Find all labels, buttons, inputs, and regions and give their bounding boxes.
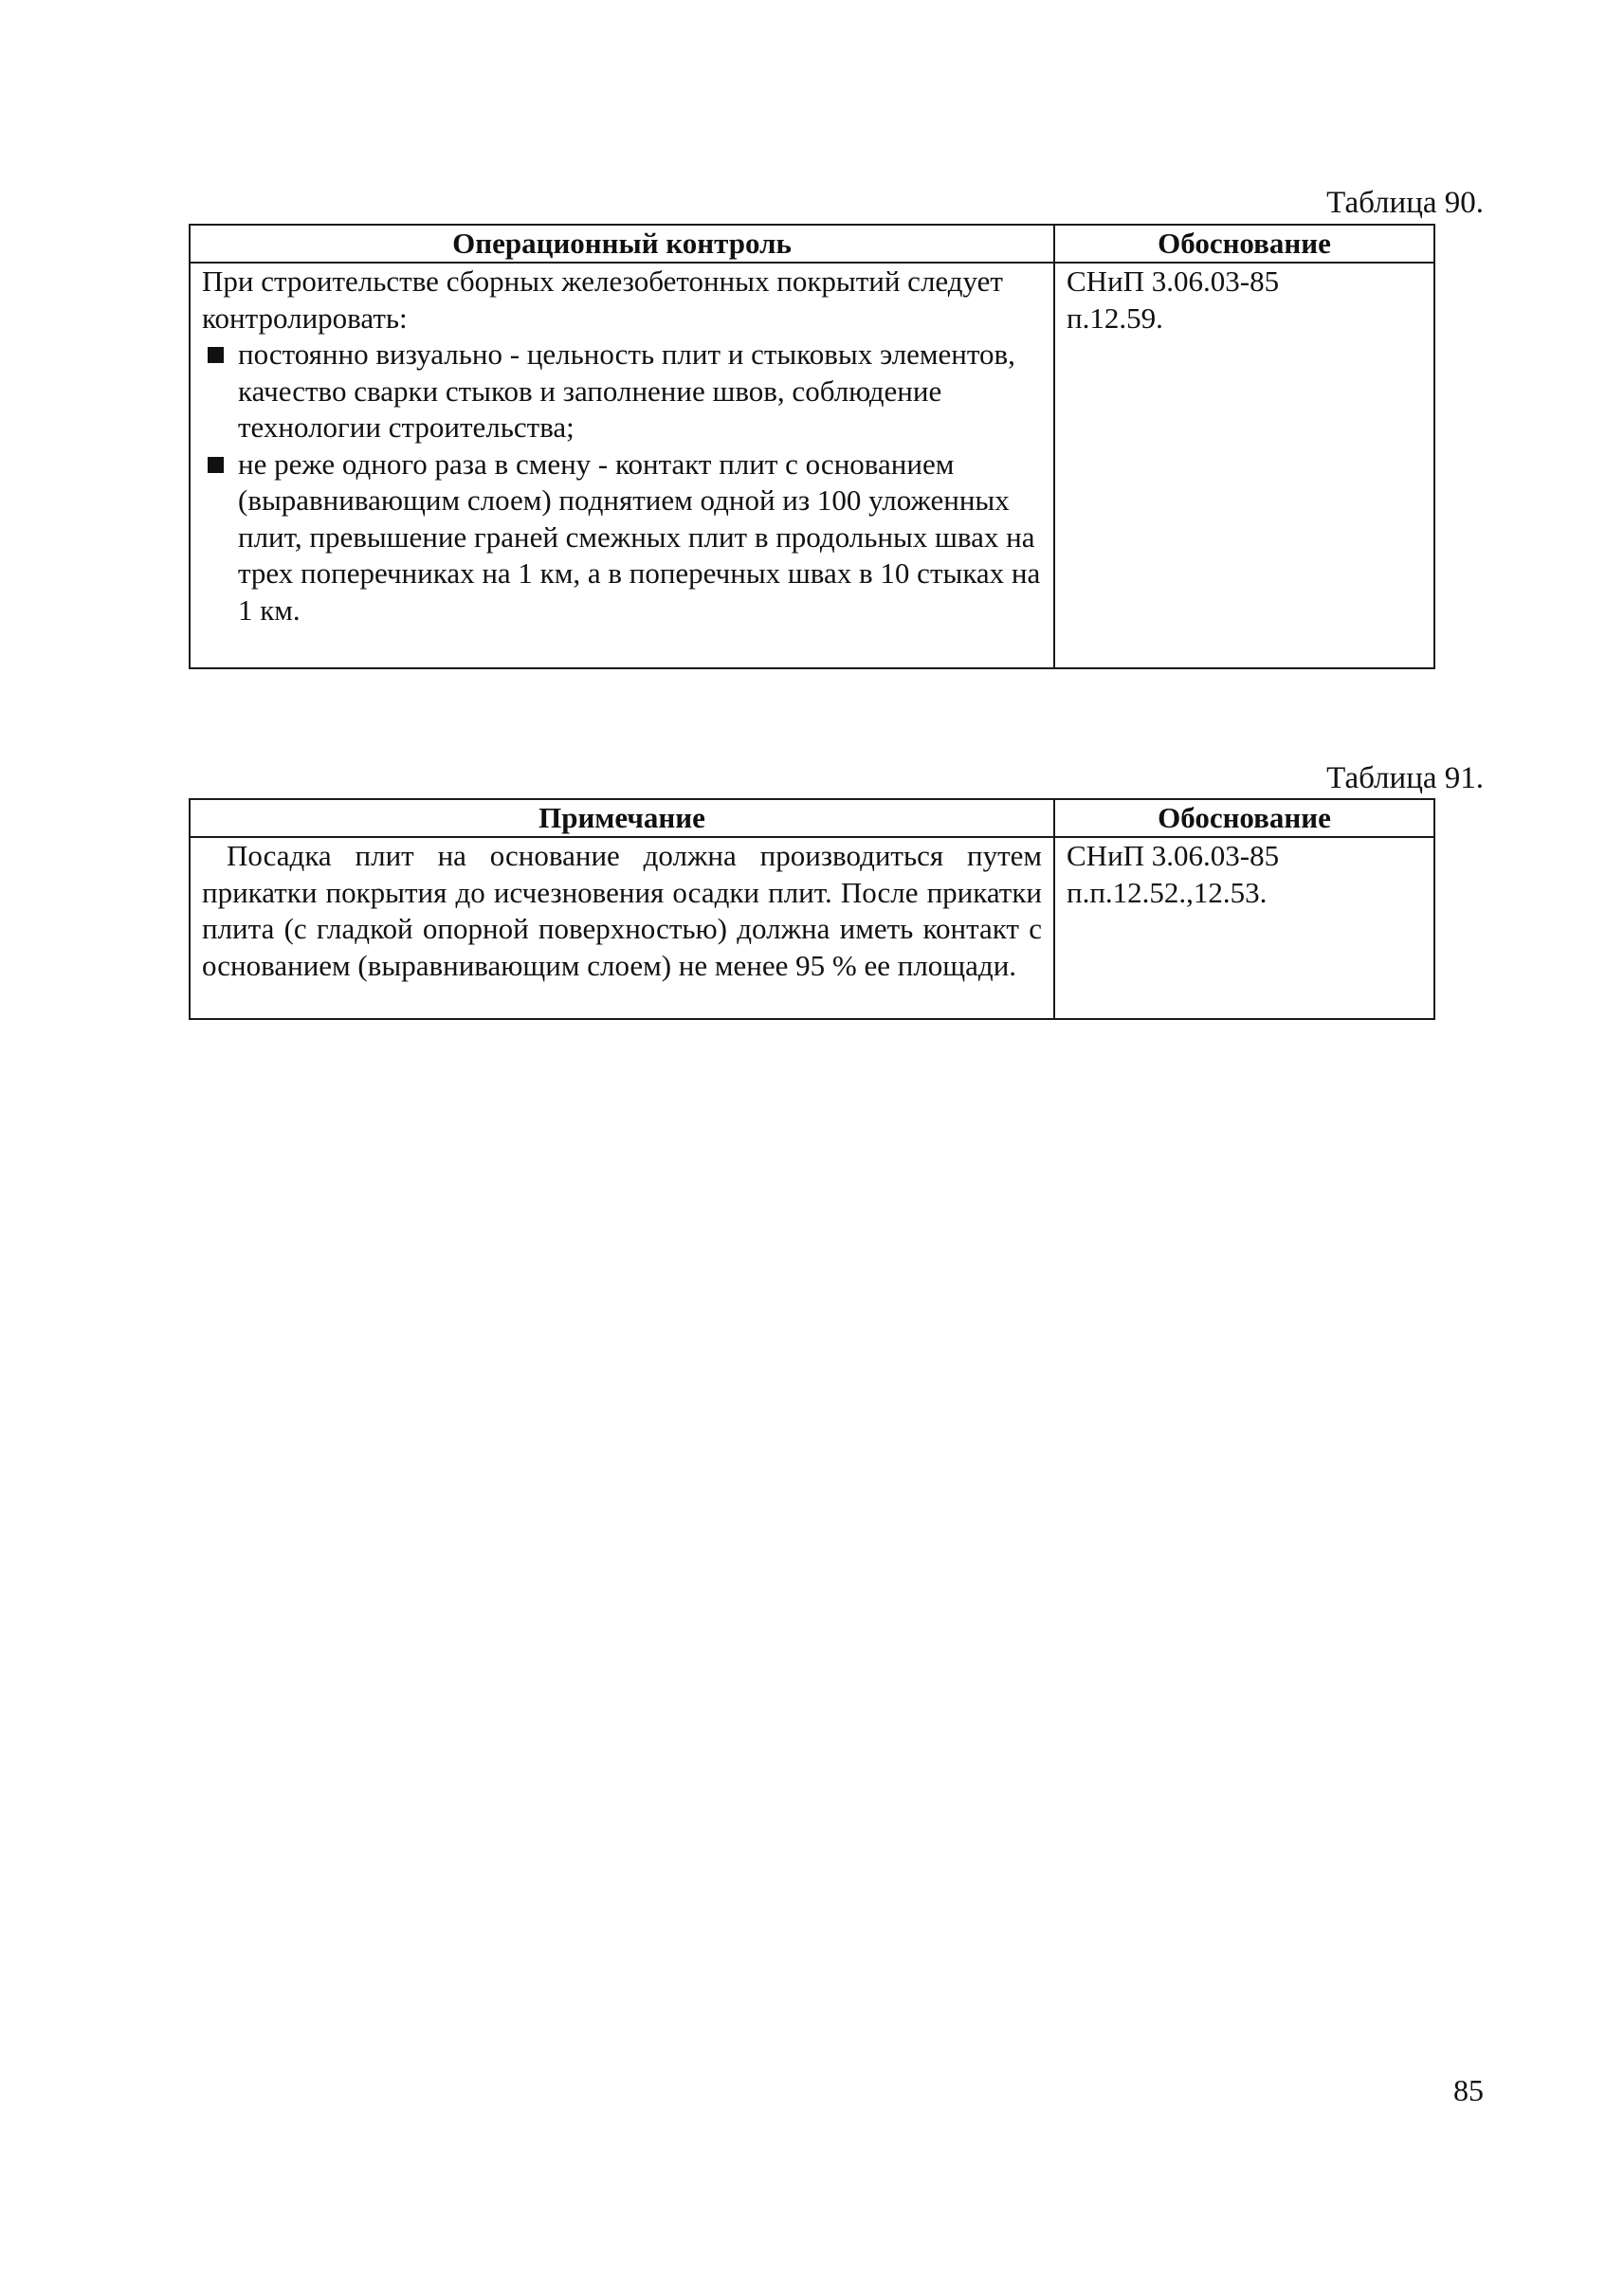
table-91-header-note: Примечание <box>190 799 1054 837</box>
list-item: не реже одного раза в смену - контакт плит с основанием (выравнивающим слоем) поднятием одной из 100 уложенных плит, превышение граней смежных плит в продольных швах на трех поперечниках на 1 км, а в поперечных швах в 10 стыках на 1 км. <box>202 446 1042 629</box>
list-item: постоянно визуально - цельность плит и стыковых элементов, качество сварки стыков и заполнение швов, соблюдение технологии строительства; <box>202 337 1042 446</box>
table-90-basis-clause: п.12.59. <box>1067 300 1163 335</box>
table-90-bullet-list <box>202 337 1042 628</box>
table-91-caption: Таблица 91. <box>1326 761 1484 795</box>
table-90-intro-text: При строительстве сборных железобетонных покрытий следует контролировать: <box>202 264 1003 335</box>
table-91-basis-cell <box>1054 837 1434 1019</box>
table-91-header-row <box>190 799 1434 837</box>
table-91-note-text: Посадка плит на основание должна производиться путем прикатки покрытия до исчезновения осадки плит. После прикатки плита (с гладкой опорной поверхностью) должна иметь контакт с основанием (выравнивающим слоем) не менее 95 % ее площади. <box>202 839 1042 982</box>
table-90-caption: Таблица 90. <box>1326 186 1484 220</box>
table-row <box>190 263 1434 668</box>
table-91 <box>189 798 1435 1020</box>
table-91-basis-clause: п.п.12.52.,12.53. <box>1067 875 1268 909</box>
table-90-basis-cell <box>1054 263 1434 668</box>
table-90 <box>189 224 1435 669</box>
page-number: 85 <box>1453 2073 1484 2107</box>
table-90-header-row <box>190 225 1434 263</box>
table-row <box>190 837 1434 1019</box>
table-91-basis-norm: СНиП 3.06.03-85 <box>1067 839 1280 872</box>
table-90-header-operational-control: Операционный контроль <box>190 225 1054 263</box>
table-90-header-basis: Обоснование <box>1054 225 1434 263</box>
table-90-basis-norm: СНиП 3.06.03-85 <box>1067 264 1280 298</box>
table-90-control-cell <box>190 263 1054 668</box>
table-91-note-cell <box>190 837 1054 1019</box>
table-91-header-basis: Обоснование <box>1054 799 1434 837</box>
